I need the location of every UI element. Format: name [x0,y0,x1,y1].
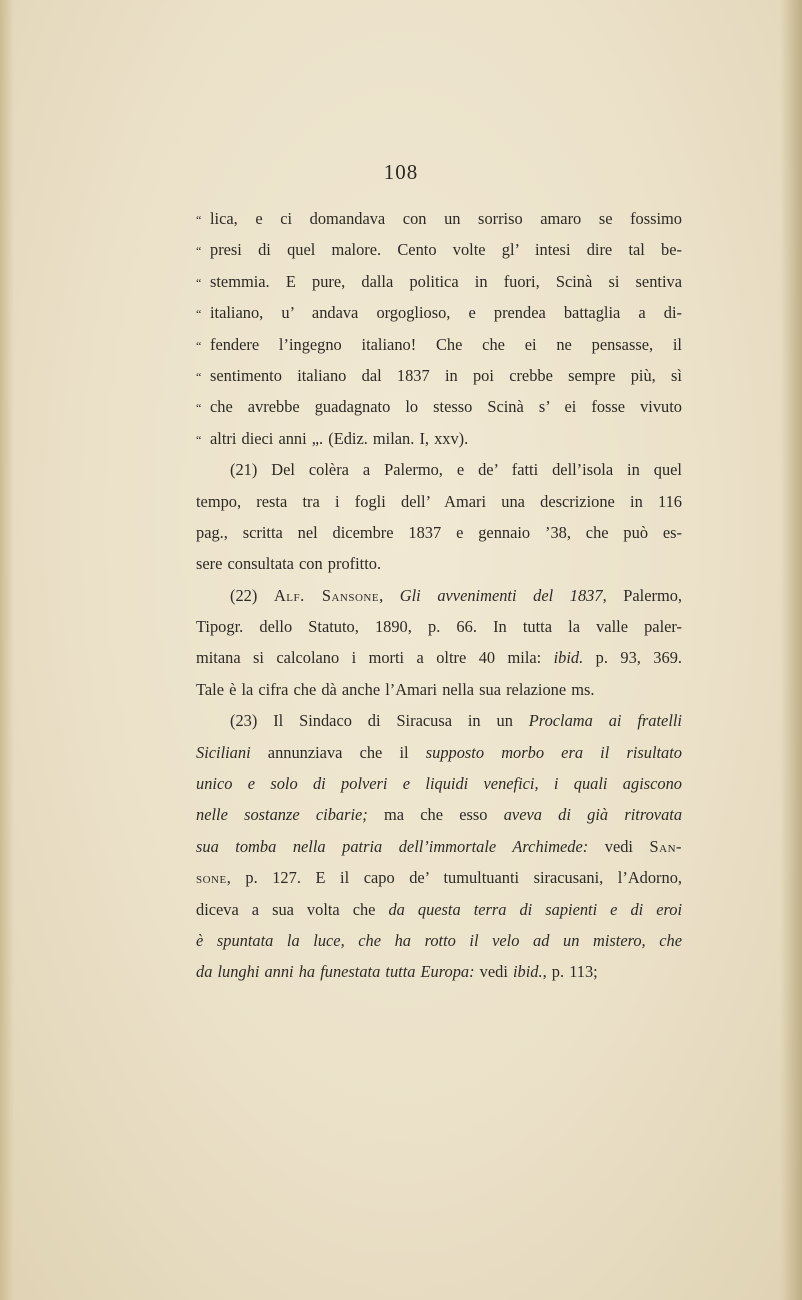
text-segment: stemmia. E pure, dalla politica in fuori, Scinà si sentiva [210,271,682,291]
page-number: 108 [383,160,419,184]
italic-text: nelle sostanze cibarie; [196,805,368,825]
quote-mark: “ [196,307,202,322]
text-line [196,925,682,956]
text-segment: vedi [588,836,650,856]
text-segment: , [379,585,400,605]
small-caps-text: Alf. Sansone [273,585,380,605]
text-line [196,234,682,265]
footnotes-text [196,203,682,988]
italic-text: unico e solo di polveri e liquidi venefici, i quali agiscono [196,774,682,794]
text-line [196,266,682,297]
page-edge-left [0,0,14,1300]
text-segment: (23) Il Sindaco di Siracusa in un [230,711,529,731]
text-segment: (21) Del colèra a Palermo, e de’ fatti dell’isola in quel [230,460,682,480]
text-segment: presi di quel malore. Cento volte gl’ intesi dire tal be- [210,240,682,260]
text-line [196,203,682,234]
italic-text: è spuntata la luce, che ha rotto il velo ad un mistero, che [196,930,682,950]
italic-text: Gli avvenimenti del 1837 [399,585,603,605]
text-segment: , p. 127. E il capo de’ tumultuanti siracusani, l’Adorno, [226,868,682,888]
text-line [196,486,682,517]
italic-text: ibid. [513,962,543,982]
text-line [196,517,682,548]
text-line [196,580,682,611]
text-segment: altri dieci anni „. (Ediz. milan. I, xxv). [210,428,469,448]
text-line [196,391,682,422]
text-line [196,611,682,642]
italic-text: da lunghi anni ha funestata tutta Europa: [196,962,475,982]
text-line [196,423,682,454]
text-segment: lica, e ci domandava con un sorriso amaro se fossimo [210,209,682,228]
quote-mark: “ [196,244,202,259]
text-segment: Tale è la cifra che dà anche l’Amari nella sua relazione ms. [196,679,595,699]
text-segment: p. 93, 369. [583,648,682,668]
page-edge-right [780,0,802,1300]
text-line [196,454,682,485]
italic-text: da questa terra di sapienti e di eroi [388,899,682,919]
italic-text: supposto morbo era il risultato [425,742,683,762]
text-line [196,737,682,768]
text-segment: che avrebbe guadagnato lo stesso Scinà s’ ei fosse vivuto [210,397,682,417]
italic-text: sua tomba nella patria dell’immortale Archimede: [196,836,589,856]
quote-mark: “ [196,338,202,353]
text-segment: pag., scritta nel dicembre 1837 e gennaio ’38, che può es- [196,522,682,542]
text-segment: tempo, resta tra i fogli dell’ Amari una descrizione in 116 [196,491,682,511]
quote-mark: “ [196,369,202,384]
italic-text: aveva di già ritrovata [503,805,683,825]
text-line [196,768,682,799]
text-line [196,705,682,736]
text-line [196,894,682,925]
text-segment: sere consultata con profitto. [196,554,382,574]
quote-mark: “ [196,275,202,290]
italic-text: ibid. [553,648,584,668]
text-segment: vedi [474,962,513,982]
text-segment: italiano, u’ andava orgoglioso, e prendea battaglia a di- [210,303,682,323]
text-segment: sentimento italiano dal 1837 in poi crebbe sempre più, sì [210,365,682,385]
small-caps-text: sone [196,868,227,888]
text-line [196,360,682,391]
text-line [196,548,682,579]
text-segment: (22) [230,585,274,605]
text-segment: , Palermo, [602,585,682,605]
italic-text: Siciliani [196,742,251,762]
italic-text: Proclama ai fratelli [528,711,682,731]
small-caps-text: San- [649,836,682,856]
quote-mark: “ [196,401,202,416]
text-line [196,329,682,360]
text-segment: diceva a sua volta che [196,899,389,919]
quote-mark: “ [196,213,202,227]
quote-mark: “ [196,432,202,447]
text-segment: fendere l’ingegno italiano! Che che ei ne pensasse, il [210,334,682,354]
text-line [196,297,682,328]
text-segment: annunziava che il [250,742,426,762]
text-segment: mitana si calcolano i morti a oltre 40 mila: [196,648,554,668]
text-line [196,674,682,705]
text-line [196,642,682,673]
text-line [196,956,682,987]
text-line [196,831,682,862]
text-segment: Tipogr. dello Statuto, 1890, p. 66. In tutta la valle paler- [196,617,682,637]
text-segment: ma che esso [367,805,504,825]
text-segment: , p. 113; [542,962,598,982]
text-line [196,862,682,893]
text-line [196,799,682,830]
